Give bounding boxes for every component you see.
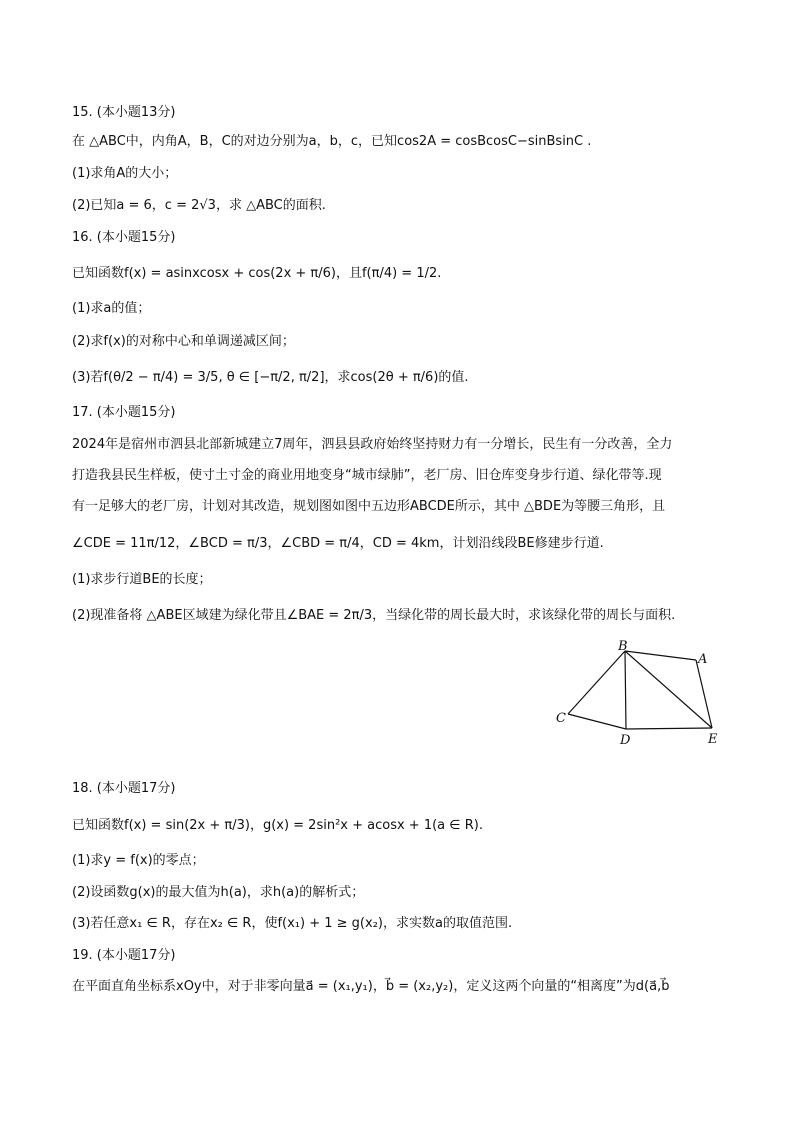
label-E: E bbox=[708, 732, 718, 747]
pentagon-figure bbox=[548, 636, 728, 748]
q17-stem-line4: ∠CDE = 11π/12，∠BCD = π/3，∠CBD = π/4，CD = 4km，计划沿线段BE修建步行道. bbox=[72, 536, 604, 551]
label-A: A bbox=[698, 652, 708, 667]
q16-part3: (3)若f(θ/2 − π/4) = 3/5, θ ∈ [−π/2, π/2]，求cos(2θ + π/6)的值. bbox=[72, 370, 469, 385]
q18-part1: (1)求y = f(x)的零点； bbox=[72, 853, 205, 868]
q18-header: 18. (本小题17分) bbox=[72, 781, 176, 796]
q17-header: 17. (本小题15分) bbox=[72, 405, 176, 420]
q16-part2: (2)求f(x)的对称中心和单调递减区间； bbox=[72, 334, 295, 349]
q19-stem: 在平面直角坐标系xOy中，对于非零向量a⃗ = (x₁,y₁)，b⃗ = (x₂,y₂)，定义这两个向量的“相离度”为d(a⃗,b⃗ bbox=[72, 979, 670, 994]
q15-part1: (1)求角A的大小； bbox=[72, 166, 178, 181]
q17-part1: (1)求步行道BE的长度； bbox=[72, 572, 212, 587]
label-C: C bbox=[556, 711, 566, 726]
segment-BD bbox=[625, 651, 626, 729]
q19-header: 19. (本小题17分) bbox=[72, 948, 176, 963]
q18-part3: (3)若任意x₁ ∈ R，存在x₂ ∈ R，使f(x₁) + 1 ≥ g(x₂)，求实数a的取值范围. bbox=[72, 916, 513, 931]
edge-DC bbox=[568, 714, 626, 729]
q17-part2: (2)现准备将 △ABE区域建为绿化带且∠BAE = 2π/3，当绿化带的周长最大时，求该绿化带的周长与面积. bbox=[72, 608, 676, 623]
q16-stem: 已知函数f(x) = asinxcosx + cos(2x + π/6)，且f(π/4) = 1/2. bbox=[72, 266, 442, 281]
q15-header: 15. (本小题13分) bbox=[72, 105, 176, 120]
q17-stem-line2: 打造我县民生样板，使寸土寸金的商业用地变身“城市绿肺”，老厂房、旧仓库变身步行道、绿化带等.现 bbox=[72, 468, 662, 483]
edge-AE bbox=[696, 660, 712, 728]
q16-header: 16. (本小题15分) bbox=[72, 230, 176, 245]
label-B: B bbox=[618, 639, 628, 654]
q15-part2: (2)已知a = 6，c = 2√3，求 △ABC的面积. bbox=[72, 198, 326, 213]
q18-part2: (2)设函数g(x)的最大值为h(a)，求h(a)的解析式； bbox=[72, 885, 365, 900]
label-D: D bbox=[620, 733, 631, 748]
q15-stem: 在 △ABC中，内角A，B，C的对边分别为a，b，c，已知cos2A = cosBcosC−sinBsinC . bbox=[72, 134, 592, 149]
edge-BA bbox=[625, 651, 696, 660]
edge-ED bbox=[626, 728, 712, 729]
q18-stem: 已知函数f(x) = sin(2x + π/3)，g(x) = 2sin²x + acosx + 1(a ∈ R). bbox=[72, 818, 483, 833]
q17-stem-line3: 有一足够大的老厂房，计划对其改造，规划图如图中五边形ABCDE所示，其中 △BDE为等腰三角形，且 bbox=[72, 499, 666, 514]
q17-stem-line1: 2024年是宿州市泗县北部新城建立7周年，泗县县政府始终坚持财力有一分增长，民生有一分改善，全力 bbox=[72, 437, 673, 452]
q16-part1: (1)求a的值； bbox=[72, 301, 151, 316]
edge-CB bbox=[568, 651, 625, 714]
